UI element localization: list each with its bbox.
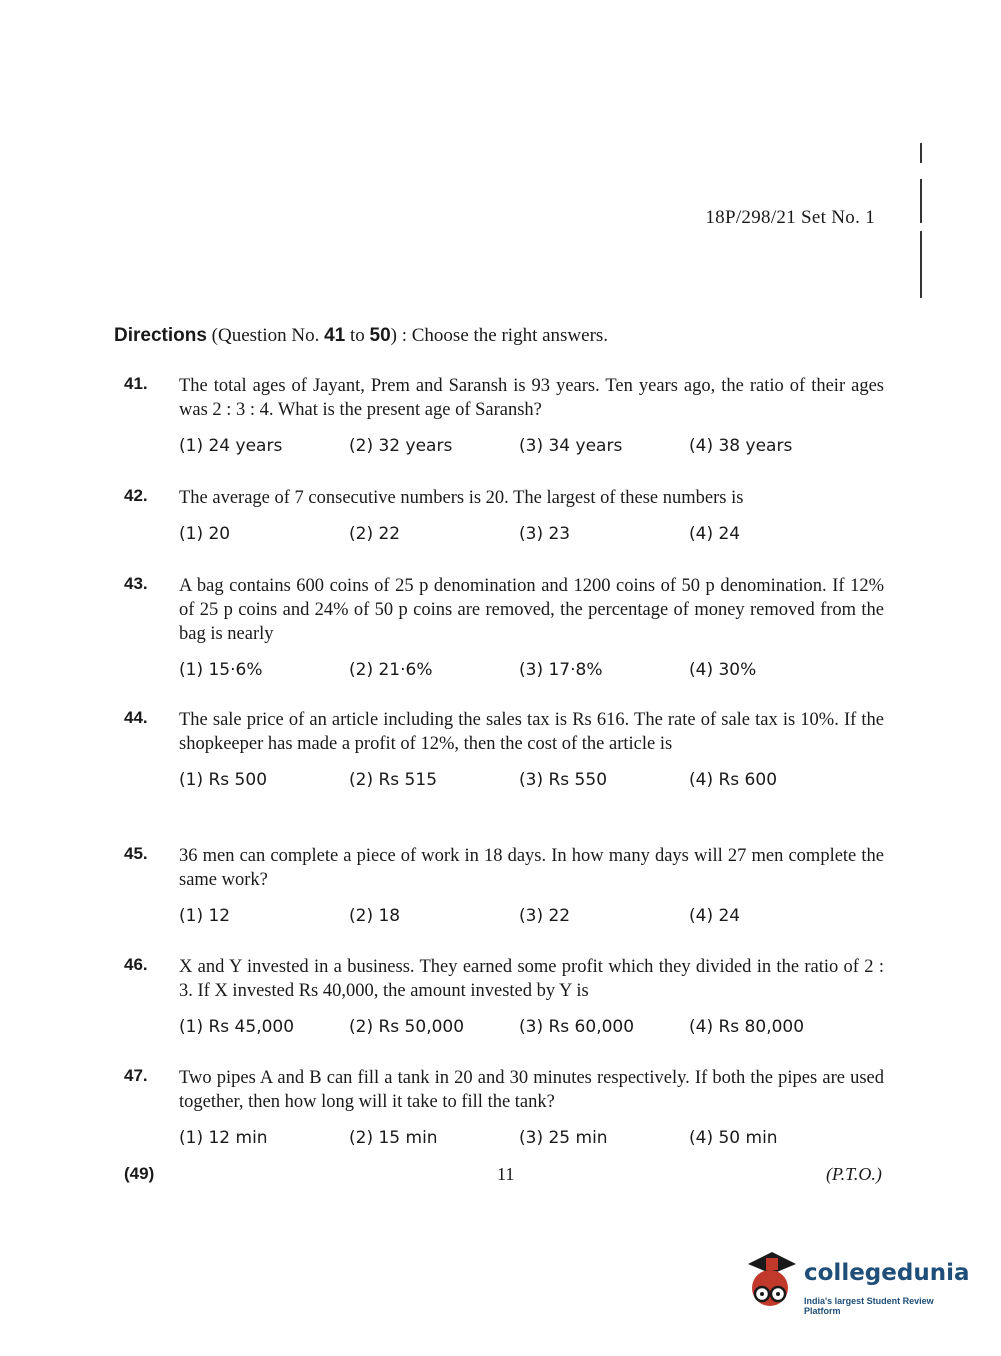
question-43 [124,574,884,680]
directions-to: 50 [369,325,391,346]
pto-label: (P.T.O.) [826,1164,882,1184]
options [179,524,884,544]
watermark-logo [742,1250,972,1320]
option-3: (3) Rs 550 [519,770,608,790]
footer-code: (49) [124,1164,155,1183]
question-text: 36 men can complete a piece of work in 18 days. In how many days will 27 men complete the same work? [179,846,884,890]
directions-to-word: to [345,325,370,346]
question-number: 47. [124,1066,148,1085]
option-3: (3) Rs 60,000 [519,1017,635,1037]
logo-name: collegedunia [804,1260,970,1286]
option-1: (1) 15·6% [179,660,263,680]
question-number: 41. [124,374,148,393]
question-number: 45. [124,844,148,863]
question-42 [124,486,884,544]
question-text: A bag contains 600 coins of 25 p denomination and 1200 coins of 50 p denomination. If 12% of 25 p coins and 24% of 50 p coins are removed, the percentage of money removed from the bag is nearly [179,576,884,644]
option-3: (3) 23 [519,524,571,544]
option-1: (1) Rs 500 [179,770,268,790]
options [179,660,884,680]
options [179,1017,884,1037]
option-4: (4) Rs 600 [689,770,778,790]
question-number: 44. [124,708,148,727]
option-2: (2) 15 min [349,1128,438,1148]
option-3: (3) 17·8% [519,660,603,680]
option-4: (4) 30% [689,660,757,680]
options [179,770,884,790]
option-2: (2) 21·6% [349,660,433,680]
option-1: (1) 12 min [179,1128,268,1148]
question-45 [124,844,884,926]
paper-code: 18P/298/21 Set No. 1 [705,207,875,228]
question-text: The total ages of Jayant, Prem and Saransh is 93 years. Ten years ago, the ratio of their ages was 2 : 3 : 4. What is the present age of Saransh? [179,376,884,420]
option-3: (3) 22 [519,906,571,926]
option-2: (2) 32 years [349,436,453,456]
option-2: (2) Rs 50,000 [349,1017,465,1037]
mascot-icon [742,1250,800,1316]
question-number: 43. [124,574,148,593]
question-text: The sale price of an article including the sales tax is Rs 616. The rate of sale tax is 10%. If the shopkeeper has made a profit of 12%, then the cost of the article is [179,710,884,754]
question-text: The average of 7 consecutive numbers is 20. The largest of these numbers is [179,488,744,508]
option-1: (1) Rs 45,000 [179,1017,295,1037]
margin-line [920,143,922,298]
option-3: (3) 34 years [519,436,623,456]
options [179,906,884,926]
directions [114,325,608,347]
option-4: (4) 24 [689,906,741,926]
question-text: X and Y invested in a business. They earned some profit which they divided in the ratio of 2 : 3. If X invested Rs 40,000, the amount invested by Y is [179,957,884,1001]
option-2: (2) 18 [349,906,401,926]
page-number: 11 [497,1164,515,1184]
question-text: Two pipes A and B can fill a tank in 20 and 30 minutes respectively. If both the pipes are used together, then how long will it take to fill the tank? [179,1068,884,1112]
directions-label: Directions [114,325,207,346]
option-1: (1) 24 years [179,436,283,456]
directions-open: (Question No. [206,325,325,346]
option-4: (4) 50 min [689,1128,778,1148]
directions-from: 41 [324,325,346,346]
options [179,436,884,456]
option-1: (1) 12 [179,906,231,926]
question-46 [124,955,884,1037]
option-4: (4) 38 years [689,436,793,456]
options [179,1128,884,1148]
question-number: 46. [124,955,148,974]
option-4: (4) Rs 80,000 [689,1017,805,1037]
question-number: 42. [124,486,148,505]
option-2: (2) Rs 515 [349,770,438,790]
question-47 [124,1066,884,1148]
logo-tagline: India's largest Student Review Platform [804,1296,934,1316]
option-3: (3) 25 min [519,1128,608,1148]
option-2: (2) 22 [349,524,401,544]
option-4: (4) 24 [689,524,741,544]
question-41 [124,374,884,456]
directions-rest: ) : Choose the right answers. [390,325,609,346]
option-1: (1) 20 [179,524,231,544]
question-44 [124,708,884,790]
